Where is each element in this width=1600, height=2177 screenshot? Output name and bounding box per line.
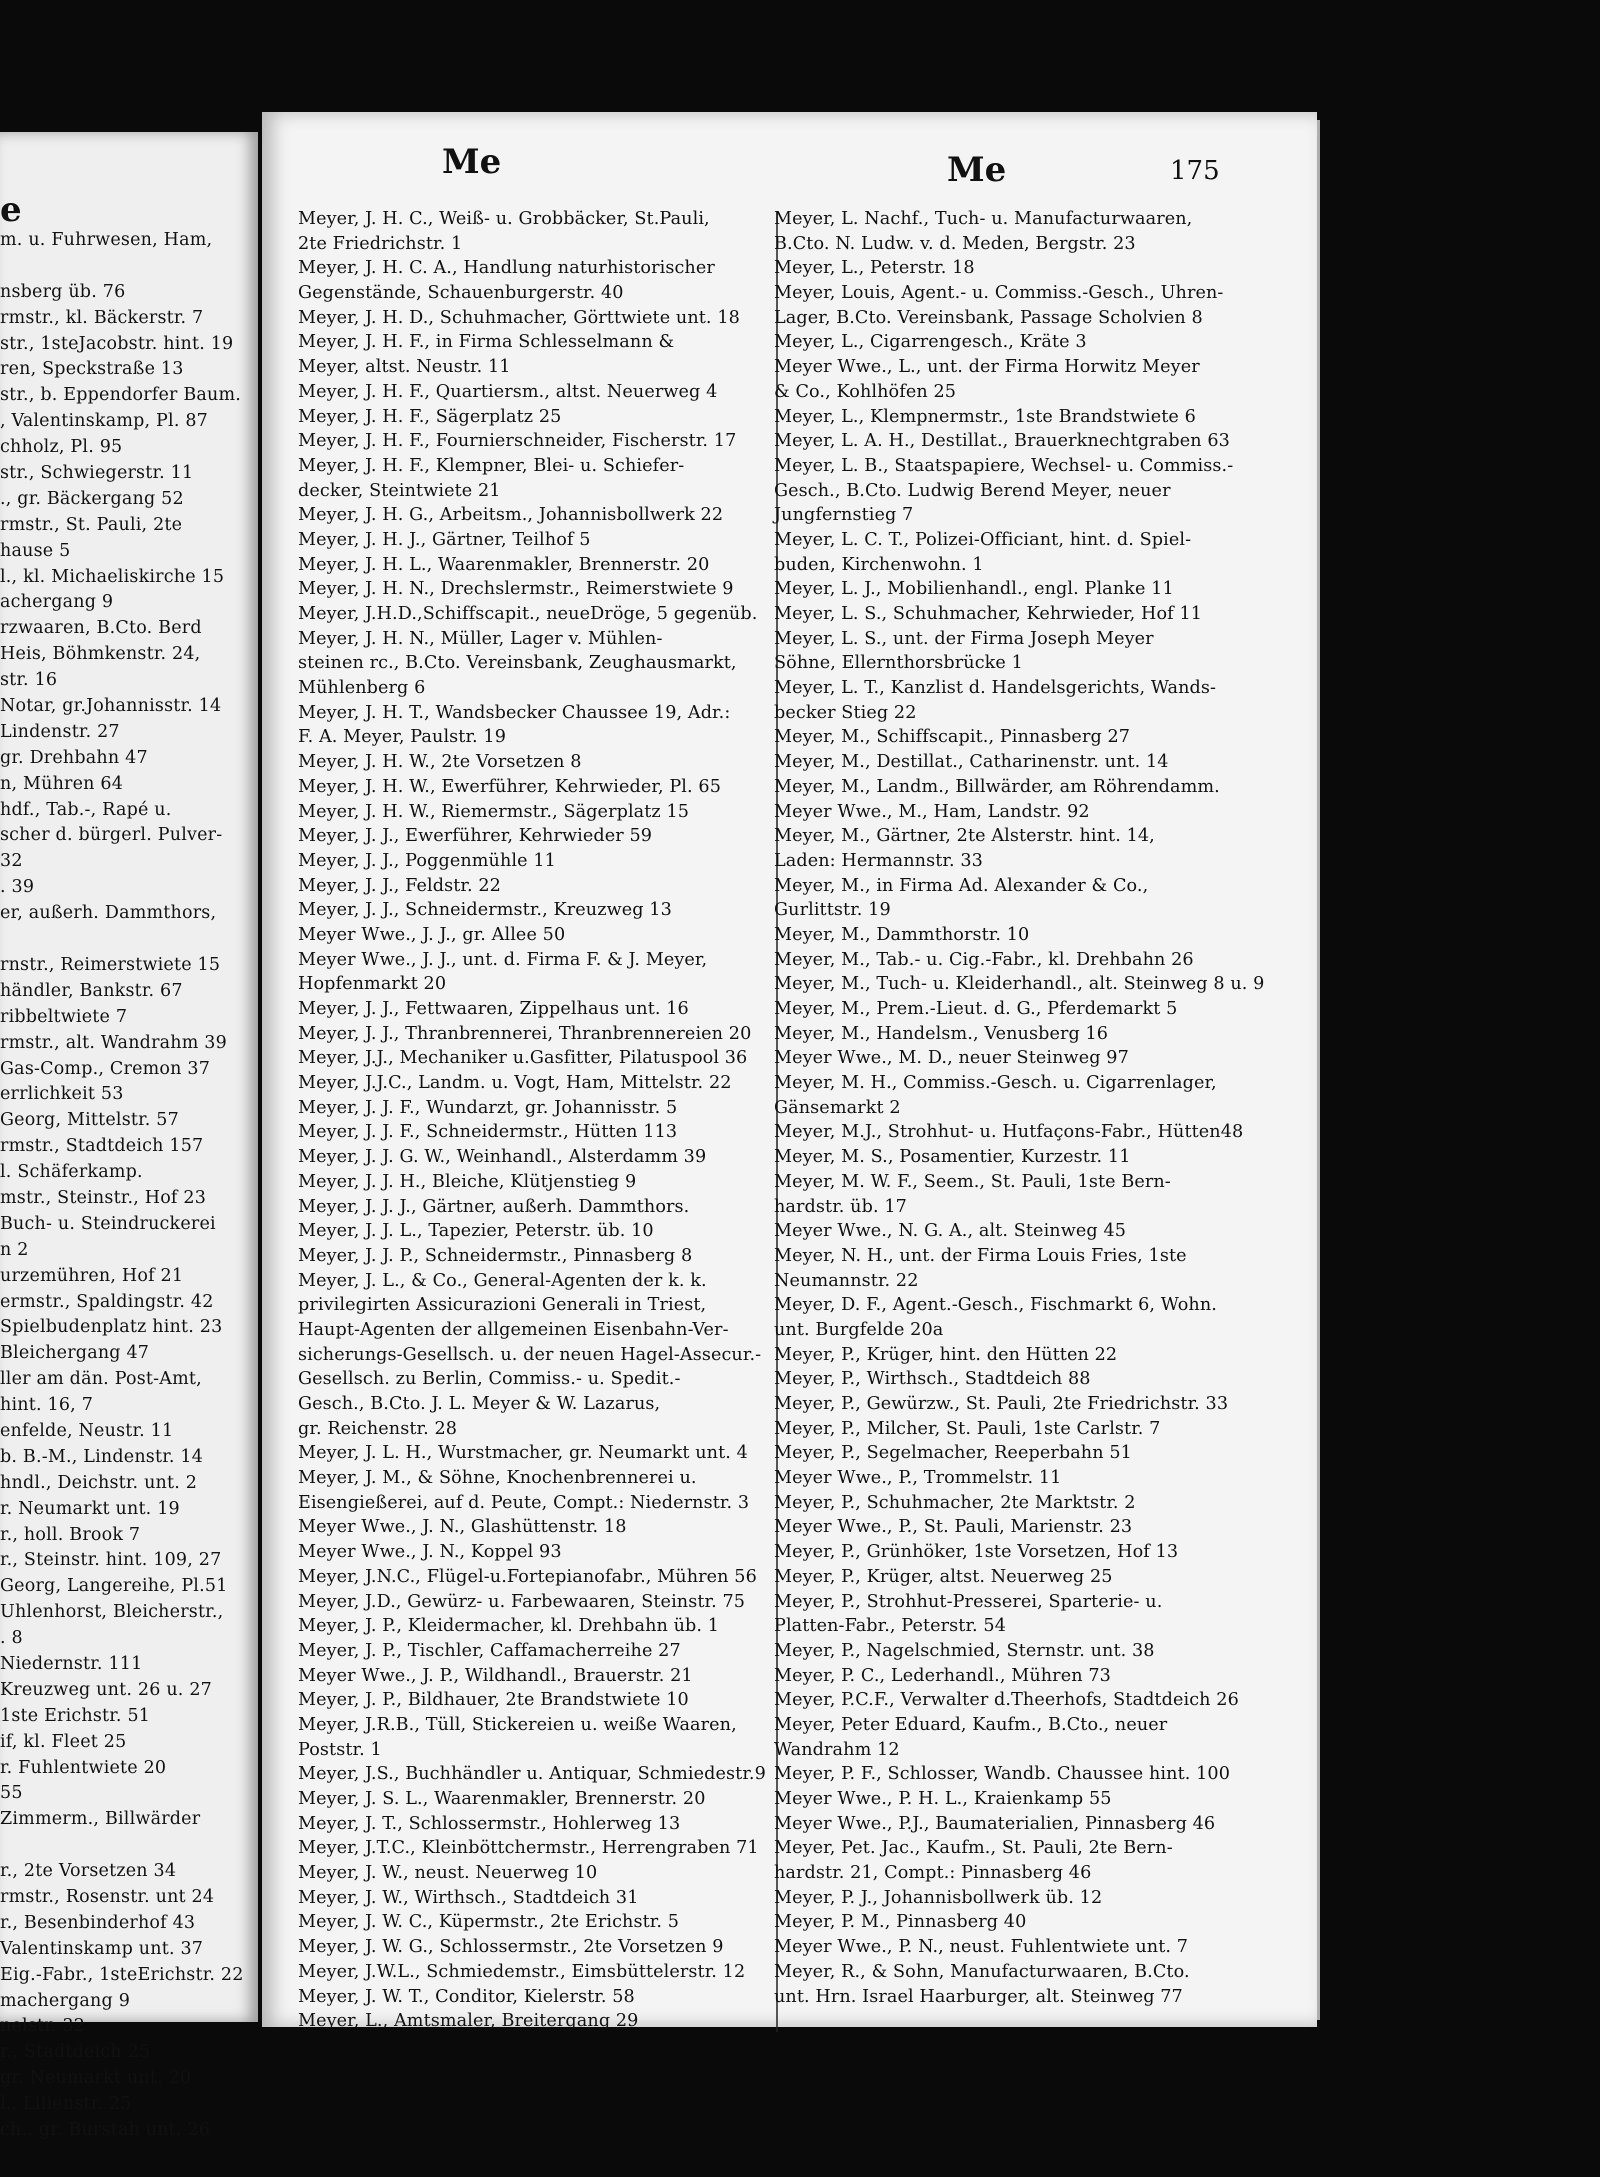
directory-entry: Meyer, L., Klempnermstr., 1ste Brandstwiete 6	[774, 406, 1196, 427]
directory-entry: Meyer, J. J., Fettwaaren, Zippelhaus unt. 16	[298, 999, 689, 1019]
directory-entry: Meyer, J. H. W., 2te Vorsetzen 8	[298, 752, 582, 773]
left-page-line: hause 5	[0, 540, 71, 561]
left-page-line: er, außerh. Dammthors,	[0, 903, 217, 924]
directory-entry: Meyer Wwe., P. H. L., Kraienkamp 55	[774, 1789, 1112, 1809]
directory-entry: Mühlenberg 6	[298, 678, 426, 699]
directory-entry: Poststr. 1	[298, 1739, 382, 1760]
left-page-line: nelstr. 32	[0, 2016, 86, 2037]
directory-entry: Meyer, J. W. T., Conditor, Kielerstr. 58	[298, 1986, 635, 2007]
directory-entry: Meyer, J. T., Schlossermstr., Hohlerweg 13	[298, 1813, 681, 1834]
left-page-line: hndl., Deichstr. unt. 2	[0, 1472, 198, 1493]
left-page-line: r. Fuhlentwiete 20	[0, 1757, 167, 1778]
left-page-line: m. u. Fuhrwesen, Ham,	[0, 230, 213, 250]
directory-entry: Meyer Wwe., J. J., gr. Allee 50	[298, 924, 566, 945]
left-page-line: 55	[0, 1783, 23, 1804]
directory-entry: Meyer, M., in Firma Ad. Alexander & Co.,	[774, 875, 1149, 896]
directory-entry: Meyer, J. L., & Co., General-Agenten der k. k.	[298, 1270, 707, 1291]
directory-entry: Meyer, J. H. G., Arbeitsm., Johannisbollwerk 22	[298, 505, 724, 526]
left-page-line: rmstr., St. Pauli, 2te	[0, 514, 183, 535]
directory-entry: Meyer, M. W. F., Seem., St. Pauli, 1ste Bern-	[774, 1171, 1171, 1192]
directory-entry: Meyer Wwe., J. N., Glashüttenstr. 18	[298, 1517, 627, 1538]
left-page-line: ermstr., Spaldingstr. 42	[0, 1291, 214, 1312]
directory-entry: Meyer, J. H. F., Klempner, Blei- u. Schiefer-	[298, 455, 685, 476]
left-page-line: r. Neumarkt unt. 19	[0, 1498, 180, 1519]
left-page-line: str., 1steJacobstr. hint. 19	[0, 333, 234, 354]
directory-entry: Meyer, J. W. G., Schlossermstr., 2te Vorsetzen 9	[298, 1937, 724, 1958]
directory-entry: hardstr. üb. 17	[774, 1196, 907, 1217]
directory-entry: Meyer, M., Landm., Billwärder, am Röhrendamm.	[774, 776, 1220, 797]
left-page-line: scher d. bürgerl. Pulver-	[0, 825, 223, 846]
directory-entry: B.Cto. N. Ludw. v. d. Meden, Bergstr. 23	[774, 233, 1136, 254]
directory-entry: Meyer, P.C.F., Verwalter d.Theerhofs, Stadtdeich 26	[774, 1690, 1239, 1711]
left-page-line: urzemühren, Hof 21	[0, 1265, 184, 1286]
directory-entry: Meyer, J. J., Ewerführer, Kehrwieder 59	[298, 826, 653, 847]
directory-entry: Meyer, P. M., Pinnasberg 40	[774, 1912, 1027, 1933]
directory-entry: Meyer, J. J. J., Gärtner, außerh. Dammthors.	[298, 1196, 690, 1217]
left-page-line: mstr., Steinstr., Hof 23	[0, 1187, 207, 1208]
directory-entry: Meyer, P. J., Johannisbollwerk üb. 12	[774, 1887, 1103, 1908]
directory-entry: Meyer Wwe., P., St. Pauli, Marienstr. 23	[774, 1517, 1133, 1538]
left-page-line: rzwaaren, B.Cto. Berd	[0, 618, 202, 639]
directory-entry: Meyer, J. J., Feldstr. 22	[298, 875, 501, 896]
directory-entry: Meyer, J. J. F., Schneidermstr., Hütten 113	[298, 1122, 678, 1143]
directory-entry: Meyer, J. J. L., Tapezier, Peterstr. üb. 10	[298, 1221, 654, 1242]
left-page-line: Uhlenhorst, Bleicherstr.,	[0, 1602, 224, 1623]
left-page-line: hdf., Tab.-, Rapé u.	[0, 799, 172, 820]
directory-entry: Meyer, P., Schuhmacher, 2te Marktstr. 2	[774, 1492, 1136, 1513]
directory-entry: Hopfenmarkt 20	[298, 974, 447, 995]
directory-entry: Neumannstr. 22	[774, 1270, 919, 1291]
directory-entry: Meyer, J. H. J., Gärtner, Teilhof 5	[298, 529, 591, 550]
left-page-line: Eig.-Fabr., 1steErichstr. 22	[0, 1964, 244, 1985]
left-page-line: enfelde, Neustr. 11	[0, 1420, 174, 1441]
left-page-line	[0, 254, 255, 280]
directory-entry: Meyer, altst. Neustr. 11	[298, 357, 511, 378]
directory-entry: Meyer, J. L. H., Wurstmacher, gr. Neumarkt unt. 4	[298, 1443, 748, 1464]
directory-entry: Meyer, J. S. L., Waarenmakler, Brennerstr. 20	[298, 1789, 706, 1809]
directory-entry: Meyer, J. H. N., Müller, Lager v. Mühlen-	[298, 628, 663, 649]
directory-entry: Meyer, M., Schiffscapit., Pinnasberg 27	[774, 727, 1131, 748]
left-page-line: Valentinskamp unt. 37	[0, 1938, 204, 1959]
directory-entry: Meyer, J. H. D., Schuhmacher, Görttwiete unt. 18	[298, 307, 740, 328]
directory-entry: Meyer, J.S., Buchhändler u. Antiquar, Schmiedestr.9	[298, 1764, 766, 1785]
directory-entry: Meyer, J. H. F., Sägerplatz 25	[298, 406, 562, 427]
left-page-line: errlichkeit 53	[0, 1084, 124, 1105]
directory-entry: Meyer, J. H. L., Waarenmakler, Brennerstr. 20	[298, 554, 710, 575]
directory-entry: Meyer, J. P., Tischler, Caffamacherreihe 27	[298, 1640, 681, 1661]
left-page-line: chholz, Pl. 95	[0, 437, 123, 458]
directory-column-right	[774, 207, 1272, 2009]
left-page-line: ller am dän. Post-Amt,	[0, 1369, 202, 1390]
directory-entry: Meyer, L., Peterstr. 18	[774, 258, 975, 279]
directory-entry: Meyer, L. B., Staatspapiere, Wechsel- u. Commiss.-	[774, 455, 1234, 476]
directory-entry: Meyer Wwe., M., Ham, Landstr. 92	[774, 801, 1090, 822]
left-page-line: Buch- u. Steindruckerei	[0, 1213, 216, 1234]
left-page-line: rmstr., Rosenstr. unt 24	[0, 1887, 215, 1907]
left-page-line: if, kl. Fleet 25	[0, 1731, 127, 1752]
left-page-line: r., Steinstr. hint. 109, 27	[0, 1550, 222, 1571]
left-page-line: nsberg üb. 76	[0, 281, 126, 302]
left-page-line: achergang 9	[0, 592, 114, 613]
directory-entry: Meyer, J. P., Bildhauer, 2te Brandstwiete 10	[298, 1690, 689, 1711]
directory-entry: Meyer, P., Milcher, St. Pauli, 1ste Carlstr. 7	[774, 1418, 1161, 1439]
directory-entry: Meyer, J. P., Kleidermacher, kl. Drehbahn üb. 1	[298, 1616, 720, 1637]
directory-entry: Meyer, P. C., Lederhandl., Mühren 73	[774, 1665, 1111, 1686]
directory-entry: Gesch., B.Cto. Ludwig Berend Meyer, neuer	[774, 480, 1171, 501]
directory-entry: Gesellsch. zu Berlin, Commiss.- u. Spedit.-	[298, 1369, 681, 1390]
left-page-line: Spielbudenplatz hint. 23	[0, 1317, 223, 1338]
directory-entry: Meyer, J. H. F., in Firma Schlesselmann &	[298, 332, 675, 353]
directory-entry: Meyer Wwe., M. D., neuer Steinweg 97	[774, 1048, 1129, 1069]
left-page-line: . 8	[0, 1628, 23, 1649]
directory-entry: Meyer Wwe., P., Trommelstr. 11	[774, 1468, 1062, 1489]
directory-entry: gr. Reichenstr. 28	[298, 1418, 458, 1439]
left-page-line: Niedernstr. 111	[0, 1653, 143, 1674]
left-page-line: ., gr. Bäckergang 52	[0, 488, 184, 509]
directory-entry: Meyer Wwe., P.J., Baumaterialien, Pinnasberg 46	[774, 1813, 1216, 1834]
directory-entry: Meyer, P., Krüger, altst. Neuerweg 25	[774, 1566, 1113, 1587]
left-page-line: Kreuzweg unt. 26 u. 27	[0, 1679, 212, 1700]
directory-entry: Söhne, Ellernthorsbrücke 1	[774, 653, 1023, 674]
directory-entry: Meyer, J. J., Schneidermstr., Kreuzweg 13	[298, 900, 672, 921]
left-page-line: b. B.-M., Lindenstr. 14	[0, 1446, 204, 1467]
directory-entry: & Co., Kohlhöfen 25	[774, 381, 957, 402]
left-page-line	[0, 1833, 255, 1859]
directory-entry: Meyer, M., Dammthorstr. 10	[774, 924, 1030, 945]
directory-entry: Meyer, J. W., neust. Neuerweg 10	[298, 1863, 598, 1884]
left-page-line: str. 16	[0, 670, 58, 691]
directory-entry: Meyer, J. J. F., Wundarzt, gr. Johannisstr. 5	[298, 1097, 678, 1118]
left-page	[0, 132, 258, 2141]
left-page-line: r., Besenbinderhof 43	[0, 1912, 196, 1933]
right-page	[262, 112, 1317, 2032]
left-page-line: , Valentinskamp, Pl. 87	[0, 411, 209, 432]
directory-entry: Meyer, J. H. F., Fournierschneider, Fischerstr. 17	[298, 431, 737, 452]
left-page-line: 32	[0, 851, 23, 872]
directory-entry: Meyer Wwe., P. N., neust. Fuhlentwiete unt. 7	[774, 1937, 1189, 1958]
directory-entry: Meyer, M., Destillat., Catharinenstr. unt. 14	[774, 752, 1169, 773]
directory-entry: Gesch., B.Cto. J. L. Meyer & W. Lazarus,	[298, 1394, 661, 1414]
directory-entry: Meyer, P., Strohhut-Presserei, Sparterie- u.	[774, 1591, 1163, 1612]
left-page-line: Heis, Böhmkenstr. 24,	[0, 644, 201, 665]
directory-entry: Meyer, L. S., unt. der Firma Joseph Meyer	[774, 628, 1154, 649]
directory-entry: Meyer, J. J., Poggenmühle 11	[298, 850, 556, 871]
left-page-line: gr. Neumarkt unt. 20	[0, 2068, 192, 2089]
left-page-line: Lindenstr. 27	[0, 721, 120, 742]
directory-entry: Meyer, J.T.C., Kleinböttchermstr., Herrengraben 71	[298, 1838, 759, 1859]
left-page-line: 1ste Erichstr. 51	[0, 1705, 151, 1726]
directory-entry: Meyer, J. H. C., Weiß- u. Grobbäcker, St.Pauli,	[298, 209, 710, 229]
directory-entry: Meyer, M., Handelsm., Venusberg 16	[774, 1023, 1109, 1044]
left-page-line: rmstr., kl. Bäckerstr. 7	[0, 307, 204, 328]
directory-entry: Gurlittstr. 19	[774, 900, 891, 921]
left-page-line: Zimmerm., Billwärder	[0, 1809, 201, 1830]
directory-entry: Platten-Fabr., Peterstr. 54	[774, 1616, 1007, 1637]
directory-entry: Meyer, P., Nagelschmied, Sternstr. unt. 38	[774, 1640, 1155, 1661]
directory-entry: Meyer, L. C. T., Polizei-Officiant, hint. d. Spiel-	[774, 529, 1192, 550]
directory-entry: Meyer, L. A. H., Destillat., Brauerknechtgraben 63	[774, 431, 1230, 452]
running-header-left: Me	[442, 142, 502, 182]
directory-entry: Meyer, J. W. C., Küpermstr., 2te Erichstr. 5	[298, 1912, 680, 1933]
left-page-line: Georg, Langereihe, Pl.51	[0, 1576, 228, 1597]
directory-entry: Meyer, L., Cigarrengesch., Kräte 3	[774, 332, 1087, 353]
directory-entry: Meyer, Peter Eduard, Kaufm., B.Cto., neuer	[774, 1714, 1168, 1735]
directory-entry: Wandrahm 12	[774, 1739, 900, 1760]
directory-entry: Meyer Wwe., J. P., Wildhandl., Brauerstr. 21	[298, 1665, 693, 1686]
directory-entry: Meyer, M.J., Strohhut- u. Hutfaçons-Fabr., Hütten48	[774, 1122, 1244, 1143]
left-page-line: hint. 16, 7	[0, 1395, 94, 1416]
directory-entry: Meyer, J. J., Thranbrennerei, Thranbrennereien 20	[298, 1023, 752, 1044]
directory-entry: unt. Burgfelde 20a	[774, 1319, 944, 1340]
left-page-line: r., 2te Vorsetzen 34	[0, 1861, 177, 1882]
directory-entry: Eisengießerei, auf d. Peute, Compt.: Niedernstr. 3	[298, 1492, 750, 1513]
running-header-right: Me	[947, 150, 1007, 190]
directory-entry: Meyer, R., & Sohn, Manufacturwaaren, B.Cto.	[774, 1961, 1190, 1982]
directory-entry: F. A. Meyer, Paulstr. 19	[298, 727, 507, 748]
left-page-line: r., holl. Brook 7	[0, 1524, 141, 1545]
directory-entry: Meyer, L. T., Kanzlist d. Handelsgerichts, Wands-	[774, 678, 1217, 699]
directory-entry: Meyer Wwe., J. J., unt. d. Firma F. & J. Meyer,	[298, 949, 708, 970]
left-page-line: Bleichergang 47	[0, 1343, 150, 1364]
directory-entry: Jungfernstieg 7	[774, 505, 914, 526]
left-page-line: rmstr., Stadtdeich 157	[0, 1136, 204, 1157]
left-page-header: e	[0, 190, 22, 230]
directory-entry: Meyer, J.H.D.,Schiffscapit., neueDröge, 5 gegenüb.	[298, 604, 758, 624]
left-page-line: n, Mühren 64	[0, 773, 124, 794]
left-page-line: rnstr., Reimerstwiete 15	[0, 954, 221, 975]
directory-entry: Meyer, Louis, Agent.- u. Commiss.-Gesch., Uhren-	[774, 283, 1224, 304]
directory-entry: Meyer, L. J., Mobilienhandl., engl. Planke 11	[774, 579, 1174, 600]
left-page-line: rmstr., alt. Wandrahm 39	[0, 1032, 227, 1053]
directory-entry: Meyer, J. H. N., Drechslermstr., Reimerstwiete 9	[298, 579, 734, 600]
directory-entry: Meyer, Pet. Jac., Kaufm., St. Pauli, 2te Bern-	[774, 1838, 1173, 1859]
directory-entry: Laden: Hermannstr. 33	[774, 850, 983, 871]
left-page-line: Notar, gr.Johannisstr. 14	[0, 696, 222, 717]
directory-entry: Meyer, J. J. G. W., Weinhandl., Alsterdamm 39	[298, 1147, 707, 1168]
left-page-line: str., Schwiegerstr. 11	[0, 463, 194, 484]
left-page-line: ribbeltwiete 7	[0, 1006, 128, 1027]
left-page-line: n 2	[0, 1239, 29, 1260]
directory-entry: Gegenstände, Schauenburgerstr. 40	[298, 283, 624, 304]
left-page-line	[0, 927, 255, 953]
directory-entry: Meyer, M. S., Posamentier, Kurzestr. 11	[774, 1147, 1131, 1168]
directory-entry: Meyer Wwe., N. G. A., alt. Steinweg 45	[774, 1221, 1127, 1242]
directory-entry: Meyer, J.W.L., Schmiedemstr., Eimsbüttelerstr. 12	[298, 1961, 746, 1982]
left-page-line: str., b. Eppendorfer Baum.	[0, 385, 242, 406]
left-page-line: l., Lilienstr. 25	[0, 2094, 132, 2115]
left-page-line: r., Stadtdeich 25	[0, 2042, 151, 2063]
directory-entry: Meyer, L. Nachf., Tuch- u. Manufacturwaaren,	[774, 209, 1193, 229]
directory-entry: Meyer, M., Tuch- u. Kleiderhandl., alt. Steinweg 8 u. 9	[774, 974, 1265, 995]
left-page-line: ch., gr. Burstah unt. 26	[0, 2120, 211, 2141]
directory-entry: Meyer, M., Gärtner, 2te Alsterstr. hint. 14,	[774, 826, 1155, 847]
directory-entry: privilegirten Assicurazioni Generali in Triest,	[298, 1295, 707, 1316]
directory-entry: Meyer, P., Segelmacher, Reeperbahn 51	[774, 1443, 1132, 1464]
directory-entry: 2te Friedrichstr. 1	[298, 233, 463, 254]
left-page-line: machergang 9	[0, 1990, 131, 2011]
directory-entry: Meyer, P., Wirthsch., Stadtdeich 88	[774, 1369, 1091, 1390]
directory-entry: steinen rc., B.Cto. Vereinsbank, Zeughausmarkt,	[298, 653, 737, 674]
directory-entry: unt. Hrn. Israel Haarburger, alt. Steinweg 77	[774, 1986, 1183, 2007]
directory-entry: Meyer, J.J.C., Landm. u. Vogt, Ham, Mittelstr. 22	[298, 1073, 732, 1094]
directory-entry: hardstr. 21, Compt.: Pinnasberg 46	[774, 1863, 1092, 1884]
directory-entry: Haupt-Agenten der allgemeinen Eisenbahn-Ver-	[298, 1319, 729, 1340]
directory-entry: Meyer, M. H., Commiss.-Gesch. u. Cigarrenlager,	[774, 1073, 1217, 1094]
directory-entry: Meyer Wwe., L., unt. der Firma Horwitz Meyer	[774, 357, 1200, 378]
directory-entry: Meyer, J. J. H., Bleiche, Klütjenstieg 9	[298, 1171, 637, 1192]
directory-entry: Meyer, P., Grünhöker, 1ste Vorsetzen, Hof 13	[774, 1542, 1179, 1563]
directory-entry: Meyer, J. H. W., Ewerführer, Kehrwieder, Pl. 65	[298, 776, 722, 797]
directory-entry: Meyer, J.D., Gewürz- u. Farbewaaren, Steinstr. 75	[298, 1591, 746, 1612]
left-page-line: händler, Bankstr. 67	[0, 980, 183, 1001]
left-page-line: gr. Drehbahn 47	[0, 747, 148, 768]
directory-entry: Lager, B.Cto. Vereinsbank, Passage Scholvien 8	[774, 307, 1203, 328]
left-page-line: . 39	[0, 877, 35, 898]
left-page-line: Georg, Mittelstr. 57	[0, 1110, 179, 1131]
directory-entry: Gänsemarkt 2	[774, 1097, 901, 1118]
directory-entry: Meyer, J. J. P., Schneidermstr., Pinnasberg 8	[298, 1245, 693, 1266]
directory-entry: Meyer, P., Krüger, hint. den Hütten 22	[774, 1344, 1118, 1365]
directory-entry: buden, Kirchenwohn. 1	[774, 554, 984, 575]
directory-entry: Meyer Wwe., J. N., Koppel 93	[298, 1542, 562, 1563]
directory-entry: Meyer, M., Tab.- u. Cig.-Fabr., kl. Drehbahn 26	[774, 949, 1194, 970]
directory-column-left	[298, 207, 803, 2034]
directory-entry: Meyer, J. H. C. A., Handlung naturhistorischer	[298, 258, 715, 279]
directory-entry: Meyer, J.R.B., Tüll, Stickereien u. weiße Waaren,	[298, 1714, 737, 1735]
directory-entry: Meyer, D. F., Agent.-Gesch., Fischmarkt 6, Wohn.	[774, 1295, 1217, 1316]
left-page-text	[0, 228, 255, 2144]
directory-entry: Meyer, J. W., Wirthsch., Stadtdeich 31	[298, 1887, 639, 1908]
left-page-line: l. Schäferkamp.	[0, 1162, 143, 1183]
directory-entry: Meyer, J.J., Mechaniker u.Gasfitter, Pilatuspool 36	[298, 1048, 748, 1069]
left-page-line: l., kl. Michaeliskirche 15	[0, 566, 225, 587]
page-number: 175	[1170, 156, 1220, 186]
directory-entry: becker Stieg 22	[774, 702, 917, 723]
directory-entry: Meyer, J. M., & Söhne, Knochenbrennerei u.	[298, 1468, 697, 1489]
directory-entry: decker, Steintwiete 21	[298, 480, 501, 501]
left-page-line: ren, Speckstraße 13	[0, 359, 184, 380]
left-page-line: Gas-Comp., Cremon 37	[0, 1058, 211, 1079]
directory-entry: Meyer, J.N.C., Flügel-u.Fortepianofabr., Mühren 56	[298, 1566, 757, 1587]
directory-entry: Meyer, L., Amtsmaler, Breitergang 29	[298, 2011, 639, 2032]
directory-entry: Meyer, N. H., unt. der Firma Louis Fries, 1ste	[774, 1245, 1187, 1266]
directory-entry: Meyer, J. H. T., Wandsbecker Chaussee 19, Adr.:	[298, 702, 731, 723]
directory-entry: Meyer, L. S., Schuhmacher, Kehrwieder, Hof 11	[774, 604, 1203, 624]
directory-entry: sicherungs-Gesellsch. u. der neuen Hagel-Assecur.-	[298, 1344, 762, 1365]
directory-entry: Meyer, P. F., Schlosser, Wandb. Chaussee hint. 100	[774, 1764, 1231, 1785]
directory-entry: Meyer, J. H. F., Quartiersm., altst. Neuerweg 4	[298, 381, 718, 402]
directory-entry: Meyer, M., Prem.-Lieut. d. G., Pferdemarkt 5	[774, 999, 1178, 1019]
directory-entry: Meyer, P., Gewürzw., St. Pauli, 2te Friedrichstr. 33	[774, 1394, 1229, 1414]
directory-entry: Meyer, J. H. W., Riemermstr., Sägerplatz 15	[298, 801, 690, 822]
